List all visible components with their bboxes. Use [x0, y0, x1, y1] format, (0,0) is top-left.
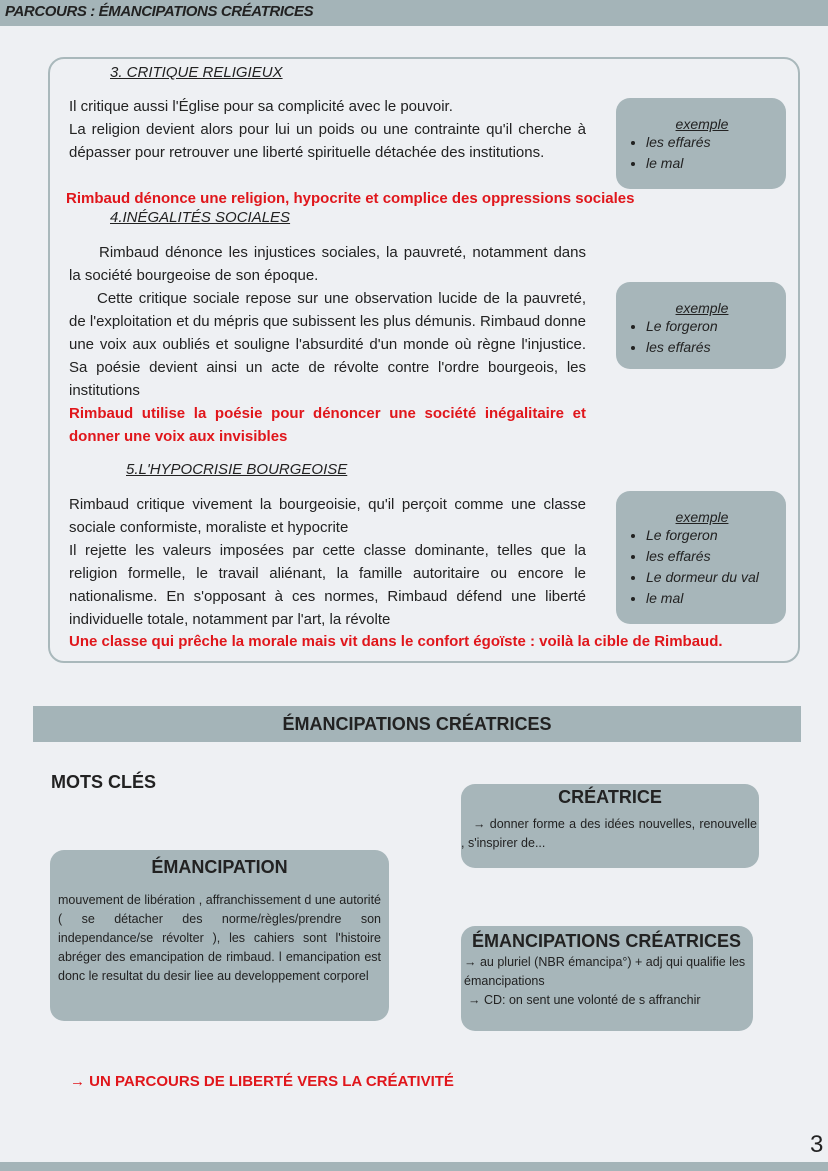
- example-title: exemple: [675, 300, 729, 316]
- conclusion-text: → UN PARCOURS DE LIBERTÉ VERS LA CRÉATIVITÉ: [70, 1073, 454, 1090]
- paragraph: La religion devient alors pour lui un poids ou une contrainte qu'il cherche à dépasser pour retrouver une liberté spirituelle détachée des institutions.: [69, 121, 586, 161]
- example-item: • le mal: [646, 588, 776, 609]
- example-item: • les effarés: [646, 337, 776, 358]
- example-title: exemple: [675, 116, 729, 132]
- keywords-title: MOTS CLÉS: [51, 772, 157, 792]
- card-emancipations-creatrices: [461, 926, 753, 1031]
- paragraph: Il rejette les valeurs imposées par cette classe dominante, telles que la religion formelle, le travail aliénant, la famille autoritaire ou encore le nationalisme. En s'opposant à ces normes, Rimbaud défend une liberté individuelle totale, notamment par l'art, la révolte: [69, 542, 586, 628]
- section-title: 4.INÉGALITÉS SOCIALES: [110, 209, 291, 226]
- example-item: • le mal: [646, 153, 776, 174]
- example-box: [616, 282, 786, 369]
- card-text: → donner forme a des idées nouvelles, renouvelle , s'inspirer de...: [461, 817, 757, 850]
- example-item: • Le forgeron: [646, 525, 776, 546]
- example-title: exemple: [675, 509, 729, 525]
- section-conclusion: Rimbaud dénonce une religion, hypocrite et complice des oppressions sociales: [66, 190, 635, 207]
- example-item: • les effarés: [646, 132, 776, 153]
- section-title: 3. CRITIQUE RELIGIEUX: [110, 64, 283, 81]
- section-text: [69, 493, 586, 631]
- card-creatrice: [461, 784, 759, 868]
- paragraph: Il critique aussi l'Église pour sa complicité avec le pouvoir.: [69, 98, 453, 115]
- card-title: ÉMANCIPATION: [151, 857, 288, 877]
- card-text: → au pluriel (NBR émancipa°) + adj qui qualifie les émancipations: [464, 955, 746, 988]
- page-number: 3: [810, 1131, 824, 1158]
- paragraph: Cette critique sociale repose sur une observation lucide de la pauvreté, de l'exploitation et du mépris que subissent les plus démunis. Rimbaud donne une voix aux oubliés et souligne l'absurdité d'un monde où règne l'injustice. Sa poésie devient ainsi un acte de révolte contre l'ordre bourgeois, les institutions: [69, 290, 586, 399]
- section-conclusion: Une classe qui prêche la morale mais vit dans le confort égoïste : voilà la cible de Rimbaud.: [69, 633, 723, 650]
- page-header: PARCOURS : ÉMANCIPATIONS CRÉATRICES: [0, 0, 828, 26]
- example-box: [616, 491, 786, 624]
- section-title: 5.L'HYPOCRISIE BOURGEOISE: [126, 461, 348, 478]
- card-title: ÉMANCIPATIONS CRÉATRICES: [471, 931, 741, 951]
- paragraph: Rimbaud dénonce les injustices sociales, la pauvreté, notamment dans la société bourgeoise de son époque.: [69, 244, 586, 284]
- paragraph: Rimbaud critique vivement la bourgeoisie, qu'il perçoit comme une classe sociale conformiste, moraliste et hypocrite: [69, 496, 586, 536]
- card-title: CRÉATRICE: [558, 787, 662, 807]
- example-item: • Le dormeur du val: [646, 567, 776, 588]
- card-text: → CD: on sent une volonté de s affranchir: [468, 993, 701, 1007]
- section-conclusion: Rimbaud utilise la poésie pour dénoncer une société inégalitaire et donner une voix aux invisibles: [69, 405, 586, 445]
- section-text: [69, 241, 586, 402]
- example-item: • les effarés: [646, 546, 776, 567]
- page-footer: [0, 1162, 828, 1171]
- example-item: • Le forgeron: [646, 316, 776, 337]
- card-emancipation: [50, 850, 389, 1021]
- example-box: [616, 98, 786, 189]
- card-text: mouvement de libération , affranchissement d une autorité ( se détacher des norme/règles/prendre son independance/se révolter ), les cahiers sont l'histoire abréger des emancipation de rimbaud. l emancipation est donc le resultat du desir liee au developpement corporel: [58, 893, 381, 983]
- section-banner: ÉMANCIPATIONS CRÉATRICES: [33, 706, 801, 742]
- section-text: [69, 95, 586, 164]
